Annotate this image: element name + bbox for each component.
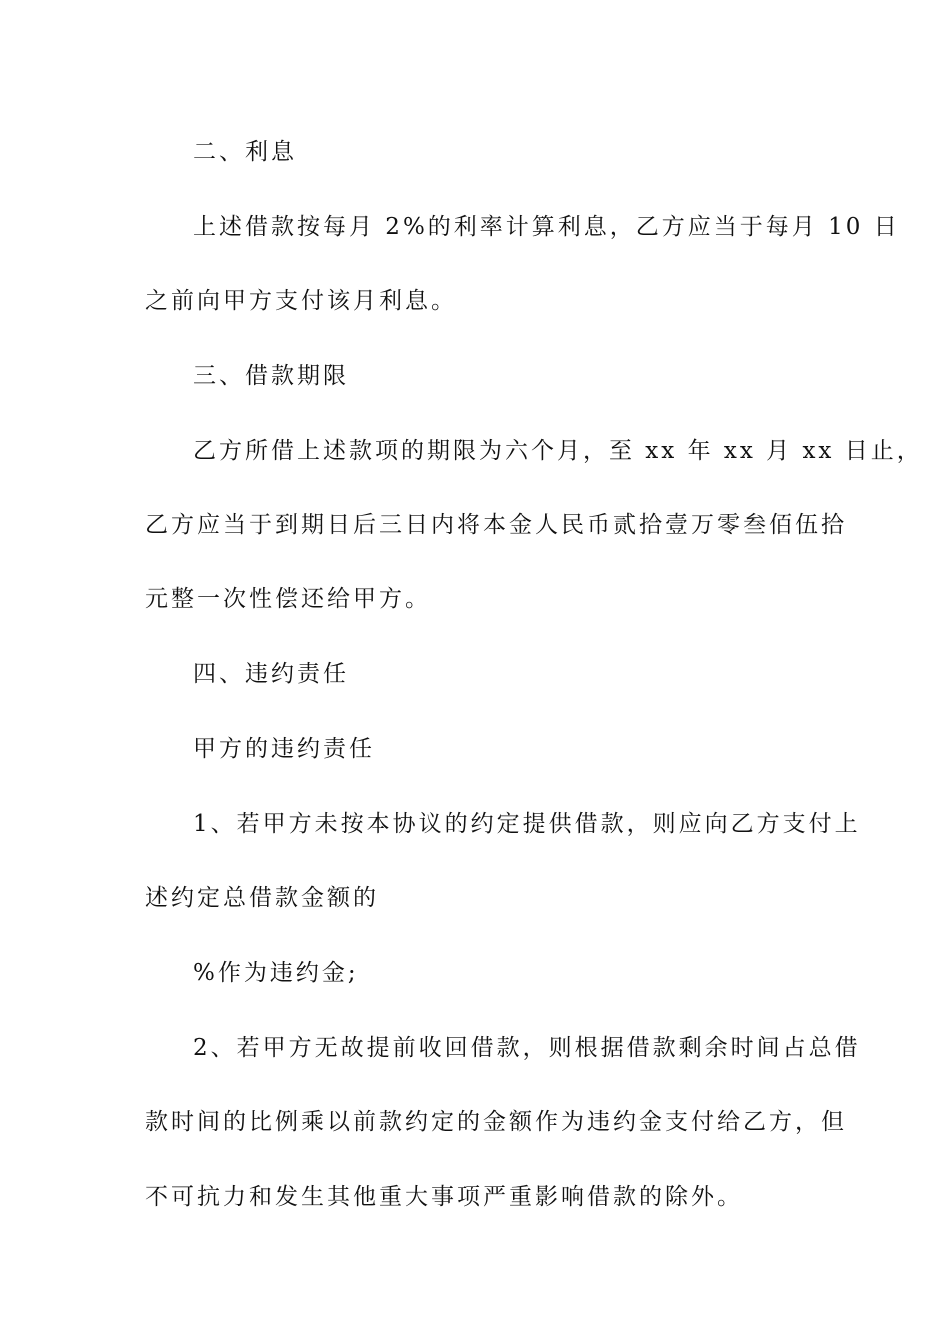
section-heading-term: 三、借款期限 <box>193 363 349 389</box>
list-item-line: %作为违约金; <box>193 960 359 986</box>
list-item-line: 不可抗力和发生其他重大事项严重影响借款的除外。 <box>145 1184 743 1210</box>
list-item-line: 2、若甲方无故提前收回借款，则根据借款剩余时间占总借 <box>193 1035 861 1061</box>
paragraph-line: 乙方所借上述款项的期限为六个月，至 xx 年 xx 月 xx 日止， <box>193 438 923 464</box>
section-heading-interest: 二、利息 <box>193 139 297 165</box>
list-item-line: 1、若甲方未按本协议的约定提供借款，则应向乙方支付上 <box>193 811 861 837</box>
paragraph-line: 之前向甲方支付该月利息。 <box>145 288 457 314</box>
list-item-line: 款时间的比例乘以前款约定的金额作为违约金支付给乙方，但 <box>145 1109 847 1135</box>
section-heading-breach: 四、违约责任 <box>193 661 349 687</box>
paragraph-line: 元整一次性偿还给甲方。 <box>145 586 431 612</box>
subheading-party-a-breach: 甲方的违约责任 <box>193 736 375 762</box>
list-item-line: 述约定总借款金额的 <box>145 885 379 911</box>
paragraph-line: 上述借款按每月 2%的利率计算利息，乙方应当于每月 10 日 <box>193 214 900 240</box>
paragraph-line: 乙方应当于到期日后三日内将本金人民币贰拾壹万零叁佰伍拾 <box>145 512 847 538</box>
